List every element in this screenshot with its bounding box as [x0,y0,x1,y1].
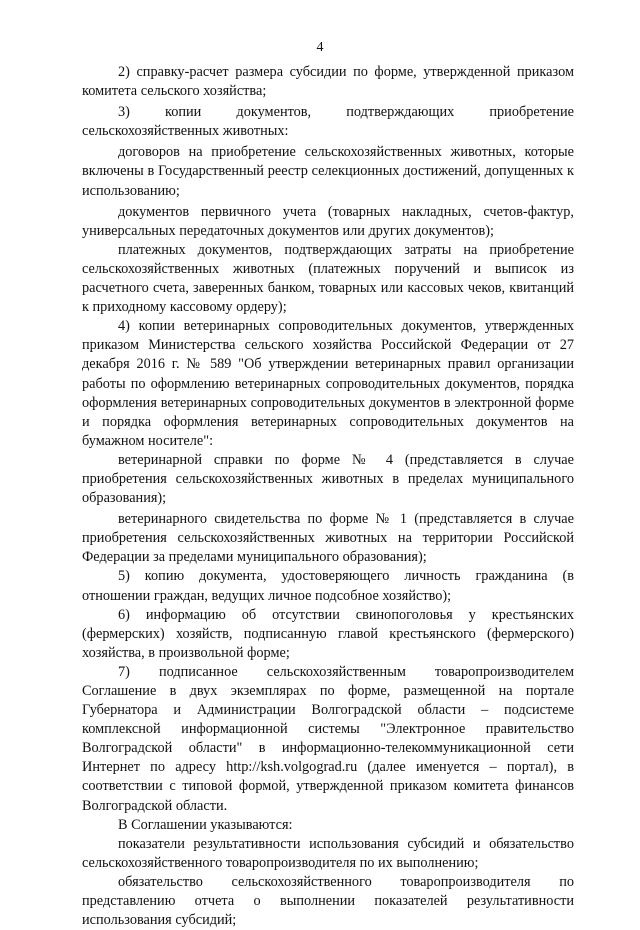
paragraph-5: платежных документов, подтверждающих затраты на приобретение сельскохозяйственных животных (платежных поручений и выписок из расчетного счета, заверенных банком, товарных или кассовых чеков, квитанций к приходному кассовому ордеру); [82,241,574,316]
paragraph-6: 4) копии ветеринарных сопроводительных документов, утвержденных приказом Министерства сельского хозяйства Российской Федерации от 27 декабря 2016 г. № 589 "Об утверждении ветеринарных правил организации работы по оформлению ветеринарных сопроводительных документов, порядка оформления ветеринарных сопроводительных документов в электронной форме и порядка оформления ветеринарных сопроводительных документов на бумажном носителе": [82,318,574,449]
page-number: 4 [316,40,324,55]
paragraph-7: ветеринарной справки по форме № 4 (представляется в случае приобретения сельскохозяйственных животных в пределах муниципального образования); [82,451,574,507]
paragraph-3: договоров на приобретение сельскохозяйственных животных, которые включены в Государственный реестр селекционных достижений, допущенных к использованию; [82,144,574,199]
paragraph-11: 7) подписанное сельскохозяйственным товаропроизводителем Соглашение в двух экземплярах по форме, размещенной на портале Губернатора и Администрации Волгоградской области – подсистеме комплексной информационной системы "Электронное правительство Волгоградской области" в информационно-телекоммуникационной сети Интернет по адресу http://ksh.volgograd.ru (далее именуется – портал), в соответствии с типовой формой, утвержденной приказом комитета финансов Волгоградской области. [82,663,574,814]
paragraph-2: 3) копии документов, подтверждающих приобретение сельскохозяйственных животных: [82,104,574,140]
paragraph-12: В Соглашении указываются: [118,816,293,833]
paragraph-10: 6) информацию об отсутствии свинопоголовья у крестьянских (фермерских) хозяйств, подписанную главой крестьянского (фермерского) хозяйства, в произвольной форме; [82,606,574,661]
paragraph-14: обязательство сельскохозяйственного товаропроизводителя по представлению отчета о выполнении показателей результативности использования субсидий; [82,873,574,929]
paragraph-1: 2) справку-расчет размера субсидии по форме, утвержденной приказом комитета сельского хозяйства; [82,64,574,100]
paragraph-4: документов первичного учета (товарных накладных, счетов-фактур, универсальных передаточных документов или других документов); [82,203,574,239]
document-body [82,63,574,930]
paragraph-9: 5) копию документа, удостоверяющего личность гражданина (в отношении граждан, ведущих личное подсобное хозяйство); [82,568,574,604]
paragraph-13: показатели результативности использования субсидий и обязательство сельскохозяйственного товаропроизводителя по их выполнению; [82,835,574,871]
paragraph-8: ветеринарного свидетельства по форме № 1 (представляется в случае приобретения сельскохозяйственных животных на территории Российской Федерации за пределами муниципального образования); [82,511,574,566]
